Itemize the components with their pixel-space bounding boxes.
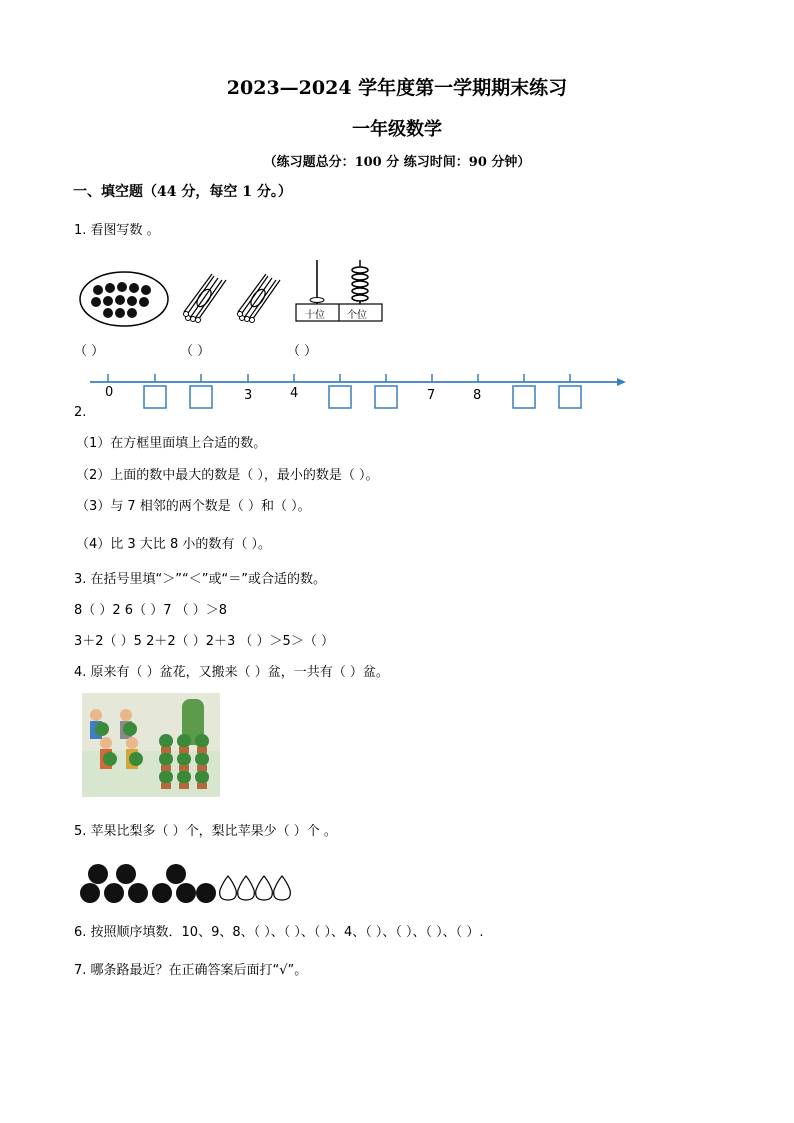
number-box-3[interactable] bbox=[329, 386, 351, 408]
abacus-label-ones: 个位 bbox=[347, 310, 367, 321]
q6-text: 6. 按照顺序填数．10、9、8、（ ）、（ ）、（ ）、4、（ ）、（ ）、（ ）、（ ）. bbox=[74, 925, 484, 940]
exam-note: （练习题总分：100 分 练习时间：90 分钟） bbox=[263, 155, 531, 170]
number-line-label-7: 7 bbox=[427, 388, 436, 403]
q1-blank-2[interactable]: （ ） bbox=[180, 344, 211, 359]
number-box-5[interactable] bbox=[513, 386, 535, 408]
q1-blank-1[interactable]: （ ） bbox=[74, 344, 105, 359]
number-line bbox=[86, 368, 631, 416]
section-heading: 一、填空题（44 分，每空 1 分。） bbox=[73, 184, 292, 200]
number-line-label-0: 0 bbox=[105, 385, 114, 400]
number-box-4[interactable] bbox=[375, 386, 397, 408]
abacus-label-tens: 十位 bbox=[305, 310, 325, 321]
q2-sub2: （2）上面的数中最大的数是（ ），最小的数是（ ）。 bbox=[76, 468, 379, 483]
page-subtitle: 一年级数学 bbox=[352, 119, 442, 140]
apples-and-pears-illustration bbox=[78, 860, 298, 906]
number-box-6[interactable] bbox=[559, 386, 581, 408]
q1-blank-3[interactable]: （ ） bbox=[287, 344, 318, 359]
q3-row1: 8（ ）2 6（ ）7 （ ）＞8 bbox=[74, 603, 228, 618]
q3-row2: 3＋2（ ）5 2＋2（ ）2＋3 （ ）＞5＞（ ） bbox=[74, 634, 334, 649]
q2-sub4: （4）比 3 大比 8 小的数有（ ）。 bbox=[76, 537, 271, 552]
q7-text: 7. 哪条路最近？在正确答案后面打“√”。 bbox=[74, 963, 308, 978]
q2-sub1: （1）在方框里面填上合适的数。 bbox=[76, 436, 267, 451]
number-box-2[interactable] bbox=[190, 386, 212, 408]
flower-pots-illustration bbox=[82, 693, 220, 797]
number-line-label-4: 4 bbox=[290, 386, 299, 401]
stick-bundle-1-illustration bbox=[182, 272, 230, 324]
number-line-label-3: 3 bbox=[244, 388, 253, 403]
q4-text: 4. 原来有（ ）盆花，又搬来（ ）盆，一共有（ ）盆。 bbox=[74, 665, 389, 680]
apple-group-illustration bbox=[78, 270, 170, 328]
q3-text: 3. 在括号里填“＞”“＜”或“＝”或合适的数。 bbox=[74, 572, 326, 587]
number-line-label-8: 8 bbox=[473, 388, 482, 403]
number-box-1[interactable] bbox=[144, 386, 166, 408]
stick-bundle-2-illustration bbox=[236, 272, 284, 324]
q2-sub3: （3）与 7 相邻的两个数是（ ）和（ ）。 bbox=[76, 499, 311, 514]
q2-number: 2. bbox=[74, 405, 87, 420]
q1-text: 1. 看图写数 。 bbox=[74, 223, 160, 238]
page-title: 2023—2024 学年度第一学期期末练习 bbox=[226, 77, 568, 99]
q5-text: 5. 苹果比梨多（ ）个，梨比苹果少（ ）个 。 bbox=[74, 824, 337, 839]
